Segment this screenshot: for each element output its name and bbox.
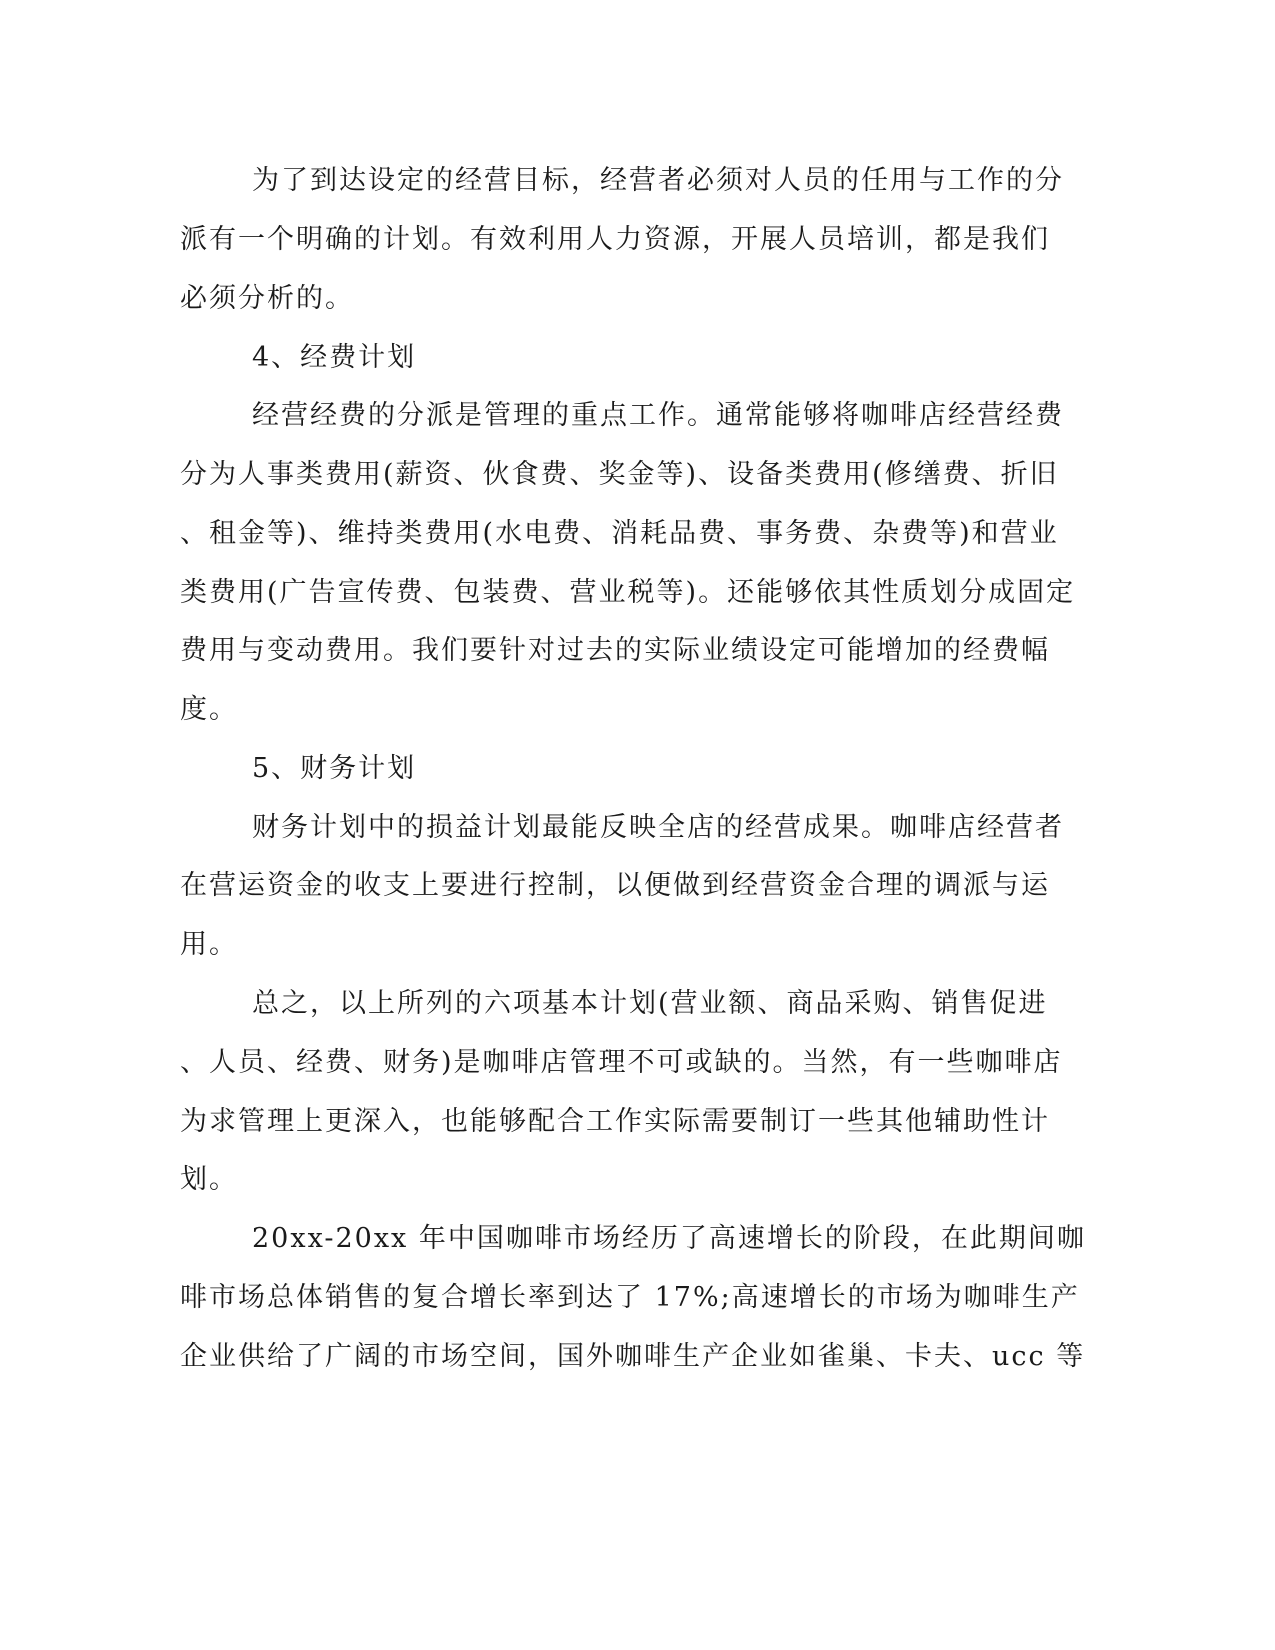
paragraph-line: 、人员、经费、财务)是咖啡店管理不可或缺的。当然，有一些咖啡店 bbox=[180, 1047, 1063, 1078]
paragraph-line: 用。 bbox=[180, 929, 238, 960]
paragraph-line: 必须分析的。 bbox=[180, 283, 354, 314]
paragraph-line: 分为人事类费用(薪资、伙食费、奖金等)、设备类费用(修缮费、折旧 bbox=[180, 459, 1059, 490]
paragraph-line: 经营经费的分派是管理的重点工作。通常能够将咖啡店经营经费 bbox=[252, 400, 1064, 431]
paragraph-line: 20xx-20xx 年中国咖啡市场经历了高速增长的阶段，在此期间咖 bbox=[252, 1223, 1086, 1254]
section-heading: 5、财务计划 bbox=[252, 753, 417, 784]
paragraph-line: 、租金等)、维持类费用(水电费、消耗品费、事务费、杂费等)和营业 bbox=[180, 518, 1059, 549]
paragraph-line: 啡市场总体销售的复合增长率到达了 17%;高速增长的市场为咖啡生产 bbox=[180, 1282, 1080, 1313]
paragraph-line: 派有一个明确的计划。有效利用人力资源，开展人员培训，都是我们 bbox=[180, 224, 1050, 255]
paragraph-line: 为求管理上更深入，也能够配合工作实际需要制订一些其他辅助性计 bbox=[180, 1106, 1050, 1137]
section-heading: 4、经费计划 bbox=[252, 342, 417, 373]
paragraph-line: 度。 bbox=[180, 694, 238, 725]
paragraph-line: 为了到达设定的经营目标，经营者必须对人员的任用与工作的分 bbox=[252, 165, 1064, 196]
paragraph-line: 企业供给了广阔的市场空间，国外咖啡生产企业如雀巢、卡夫、ucc 等 bbox=[180, 1341, 1086, 1372]
paragraph-line: 费用与变动费用。我们要针对过去的实际业绩设定可能增加的经费幅 bbox=[180, 635, 1050, 666]
paragraph-line: 总之，以上所列的六项基本计划(营业额、商品采购、销售促进 bbox=[252, 988, 1048, 1019]
paragraph-line: 类费用(广告宣传费、包装费、营业税等)。还能够依其性质划分成固定 bbox=[180, 577, 1076, 608]
paragraph-line: 财务计划中的损益计划最能反映全店的经营成果。咖啡店经营者 bbox=[252, 812, 1064, 843]
paragraph-line: 在营运资金的收支上要进行控制，以便做到经营资金合理的调派与运 bbox=[180, 870, 1050, 901]
paragraph-line: 划。 bbox=[180, 1164, 238, 1195]
